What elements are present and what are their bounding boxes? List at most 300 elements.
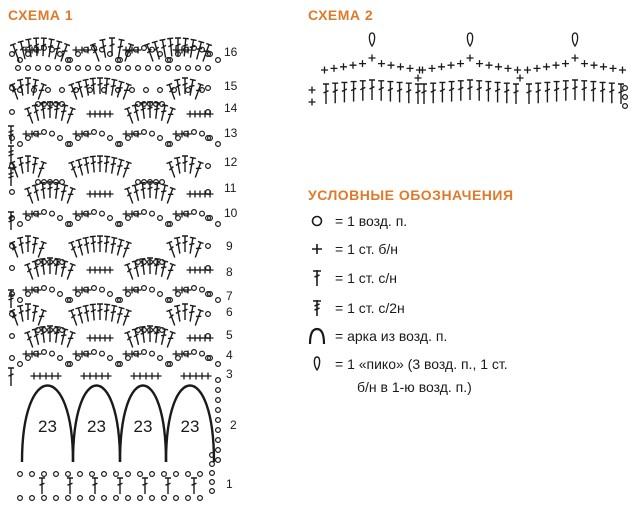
double-crochet-stitch <box>124 263 135 280</box>
double-crochet-stitch <box>25 236 31 252</box>
chain-stitch <box>162 472 167 477</box>
chain-stitch <box>126 496 131 501</box>
double-crochet-stitch <box>159 105 169 122</box>
chain-stitch <box>126 66 131 71</box>
chain-stitch <box>216 58 221 63</box>
chain-stitch <box>160 260 165 265</box>
double-crochet-stitch <box>67 478 73 494</box>
chain-stitch <box>46 88 51 93</box>
row-number-label: 4 <box>226 348 233 362</box>
double-crochet-stitch <box>90 156 97 172</box>
double-crochet-stitch <box>513 84 519 104</box>
chain-stitch <box>166 66 171 71</box>
chain-stitch <box>142 46 147 51</box>
chain-stitch <box>92 210 97 215</box>
single-crochet-stitch <box>107 267 114 274</box>
double-crochet-stitch <box>167 38 175 56</box>
double-crochet-stitch <box>182 236 188 252</box>
treble-crochet-stitch <box>8 290 14 308</box>
double-crochet-stitch <box>120 161 131 178</box>
chain-stitch <box>18 298 23 303</box>
double-crochet-stitch <box>369 80 375 100</box>
legend-text-treble-crochet: = 1 ст. с/2н <box>335 300 405 316</box>
chain-stitch <box>206 86 211 91</box>
single-crochet-stitch <box>476 60 483 67</box>
double-crochet-stitch <box>109 157 118 174</box>
chain-stitch <box>200 351 205 356</box>
chain-stitch <box>216 222 221 227</box>
single-crochet-stitch <box>37 373 44 380</box>
chain-stitch <box>100 351 105 356</box>
chain-stitch <box>138 496 143 501</box>
chain-stitch <box>192 210 197 215</box>
single-crochet-stitch <box>524 67 531 74</box>
chain-stitch <box>160 328 165 333</box>
double-crochet-stitch <box>68 309 79 326</box>
chain-stitch <box>216 438 221 443</box>
chain-stitch <box>210 480 215 485</box>
double-crochet-stitch <box>83 305 92 322</box>
single-crochet-stitch <box>123 287 130 294</box>
double-crochet-stitch <box>351 82 357 102</box>
chain-stitch <box>10 266 15 271</box>
single-crochet-stitch <box>331 65 338 72</box>
single-crochet-stitch <box>562 60 569 67</box>
chain-stitch <box>60 102 65 107</box>
double-crochet-stitch <box>25 78 31 94</box>
chain-stitch <box>36 102 41 107</box>
single-crochet-stitch <box>123 211 130 218</box>
double-crochet-stitch <box>153 183 161 200</box>
single-crochet-stitch <box>486 62 493 69</box>
chain-stitch <box>60 328 65 333</box>
chain-stitch <box>174 472 179 477</box>
double-crochet-stitch <box>64 263 75 280</box>
chain-stitch <box>174 496 179 501</box>
chain-stitch <box>138 472 143 477</box>
row-number-label: 2 <box>230 418 237 432</box>
treble-crochet-icon <box>305 297 329 319</box>
chain-stitch <box>66 66 71 71</box>
chain-stitch <box>58 292 63 297</box>
chain-stitch <box>76 66 81 71</box>
chain-stitch <box>66 496 71 501</box>
single-crochet-stitch <box>137 373 144 380</box>
chain-stitch <box>56 66 61 71</box>
chain-stitch <box>206 312 211 317</box>
single-crochet-stitch <box>457 60 464 67</box>
chain-stitch <box>126 472 131 477</box>
chain-stitch <box>50 131 55 136</box>
double-crochet-stitch <box>182 156 188 172</box>
chain-stitch <box>158 292 163 297</box>
chain-stitch <box>50 351 55 356</box>
chain-stitch <box>186 496 191 501</box>
single-crochet-stitch <box>93 373 100 380</box>
row-number-label: 5 <box>226 328 233 342</box>
legend-item-picot <box>305 353 508 375</box>
double-crochet-stitch <box>24 107 35 124</box>
single-crochet-plus-icon <box>305 238 329 260</box>
chain-stitch <box>58 52 63 57</box>
double-crochet-stitch <box>30 237 39 254</box>
single-crochet-stitch <box>572 55 579 62</box>
double-crochet-stitch <box>600 82 606 102</box>
chain-stitch <box>196 66 201 71</box>
double-crochet-stitch <box>30 305 39 322</box>
chain-stitch <box>206 244 211 249</box>
double-crochet-stitch <box>544 82 550 102</box>
double-crochet-stitch <box>64 187 75 204</box>
double-crochet-stitch <box>17 305 26 322</box>
double-crochet-stitch <box>92 478 98 494</box>
single-crochet-stitch <box>23 211 30 218</box>
chain-stitch <box>136 180 141 185</box>
chain-stitch <box>60 180 65 185</box>
chain-stitch <box>18 142 23 147</box>
single-crochet-stitch <box>49 373 56 380</box>
chain-stitch <box>42 130 47 135</box>
double-crochet-stitch <box>25 304 31 320</box>
double-crochet-stitch <box>526 84 532 104</box>
chain-stitch <box>130 88 135 93</box>
chain-stitch <box>10 190 15 195</box>
double-crochet-stitch <box>124 187 135 204</box>
double-crochet-stitch <box>24 187 35 204</box>
double-crochet-stitch <box>68 241 79 258</box>
double-crochet-stitch <box>90 304 97 320</box>
single-crochet-stitch <box>123 131 130 138</box>
scheme1-title: СХЕМА 1 <box>8 7 74 23</box>
double-crochet-stitch <box>76 159 86 176</box>
legend-text-picot-continuation: б/н в 1-ю возд. п.) <box>357 379 472 395</box>
double-crochet-stitch <box>609 83 615 103</box>
chain-stitch <box>160 180 165 185</box>
chain-stitch <box>136 102 141 107</box>
chain-stitch <box>78 472 83 477</box>
double-crochet-stitch <box>430 83 436 103</box>
chain-stitch <box>192 286 197 291</box>
single-crochet-stitch <box>495 63 502 70</box>
legend-text-single-crochet: = 1 ст. б/н <box>335 241 399 257</box>
double-crochet-stitch <box>581 81 587 101</box>
double-crochet-stitch <box>166 241 177 258</box>
double-crochet-stitch <box>397 82 403 102</box>
chain-stitch <box>210 471 215 476</box>
chain-stitch <box>136 328 141 333</box>
legend-text-chain: = 1 возд. п. <box>335 213 408 229</box>
chain-stitch <box>150 496 155 501</box>
chain-stitch <box>100 287 105 292</box>
single-crochet-stitch <box>23 287 30 294</box>
single-crochet-stitch <box>378 60 385 67</box>
chain-stitch <box>60 260 65 265</box>
double-crochet-stitch <box>124 107 135 124</box>
row-number-label: 15 <box>224 79 238 93</box>
chain-stitch <box>210 462 215 467</box>
double-crochet-icon <box>305 267 329 289</box>
treble-crochet-stitch <box>8 212 14 230</box>
double-crochet-stitch <box>504 83 510 103</box>
single-crochet-stitch <box>23 351 30 358</box>
row-number-label: 12 <box>224 155 238 169</box>
double-crochet-stitch <box>10 44 22 63</box>
legend-item-arch <box>305 325 447 347</box>
chain-stitch <box>186 472 191 477</box>
single-crochet-stitch <box>131 373 138 380</box>
chain-stitch <box>160 102 165 107</box>
single-crochet-stitch <box>407 65 414 72</box>
chain-stitch <box>30 496 35 501</box>
double-crochet-stitch <box>194 41 204 60</box>
legend-item-single-crochet <box>305 238 398 260</box>
chain-stitch <box>10 356 15 361</box>
legend-text-picot: = 1 «пико» (3 возд. п., 1 ст. <box>335 356 508 372</box>
double-crochet-stitch <box>458 81 464 101</box>
picot-icon <box>305 353 329 375</box>
double-crochet-stitch <box>76 81 86 98</box>
double-crochet-stitch <box>495 82 501 102</box>
chain-stitch <box>88 88 93 93</box>
chain-stitch <box>206 66 211 71</box>
row-number-label: 7 <box>226 289 233 303</box>
single-crochet-stitch <box>23 131 30 138</box>
chain-stitch <box>16 66 21 71</box>
chain-stitch <box>36 328 41 333</box>
chain-stitch <box>90 472 95 477</box>
double-crochet-stitch <box>572 80 578 100</box>
chain-stitch <box>50 211 55 216</box>
double-crochet-stitch <box>165 478 171 494</box>
single-crochet-stitch <box>73 131 80 138</box>
arch-count-label: 23 <box>133 417 153 436</box>
double-crochet-stitch <box>187 157 196 174</box>
treble-crochet-stitch <box>8 146 14 164</box>
double-crochet-stitch <box>25 156 31 172</box>
scheme2-title: СХЕМА 2 <box>308 7 374 23</box>
treble-crochet-stitch <box>8 168 14 186</box>
double-crochet-stitch <box>83 237 92 254</box>
double-crochet-stitch <box>360 81 366 101</box>
double-crochet-stitch <box>187 237 196 254</box>
chain-stitch <box>176 66 181 71</box>
chain-stitch <box>108 136 113 141</box>
chain-stitch <box>158 88 163 93</box>
double-crochet-stitch <box>109 237 118 254</box>
double-crochet-stitch <box>39 183 47 200</box>
double-crochet-stitch <box>32 105 42 122</box>
chain-stitch <box>216 398 221 403</box>
double-crochet-stitch <box>142 478 148 494</box>
single-crochet-stitch <box>187 373 194 380</box>
single-crochet-stitch <box>438 63 445 70</box>
chain-stitch <box>150 131 155 136</box>
chain-stitch <box>114 472 119 477</box>
chain-stitch <box>142 130 147 135</box>
double-crochet-stitch <box>332 83 338 103</box>
single-crochet-stitch <box>388 62 395 69</box>
chain-stitch <box>30 472 35 477</box>
chain-stitch <box>10 110 15 115</box>
chain-stitch <box>156 66 161 71</box>
chain-stitch <box>36 180 41 185</box>
legend-item-double-crochet <box>305 267 397 289</box>
single-crochet-stitch <box>205 373 212 380</box>
double-crochet-stitch <box>415 84 421 104</box>
row-number-label: 8 <box>226 265 233 279</box>
single-crochet-stitch <box>309 87 316 94</box>
double-crochet-stitch <box>120 241 131 258</box>
double-crochet-stitch <box>476 81 482 101</box>
single-crochet-stitch <box>600 63 607 70</box>
chain-stitch <box>42 496 47 501</box>
double-crochet-stitch <box>439 82 445 102</box>
double-crochet-stitch <box>103 156 110 172</box>
double-crochet-stitch <box>124 331 135 348</box>
chain-stitch <box>210 489 215 494</box>
double-crochet-stitch <box>132 185 142 202</box>
single-crochet-stitch <box>105 373 112 380</box>
double-crochet-stitch <box>166 161 177 178</box>
chain-stitch <box>36 260 41 265</box>
arch-count-label: 23 <box>87 417 106 436</box>
chain-stitch <box>54 472 59 477</box>
single-crochet-stitch <box>73 47 80 54</box>
picot-stitch <box>369 33 374 46</box>
double-crochet-stitch <box>164 331 175 348</box>
double-crochet-stitch <box>132 105 142 122</box>
double-crochet-stitch <box>8 368 14 386</box>
chain-stitch <box>18 496 23 501</box>
single-crochet-stitch <box>107 335 114 342</box>
chain-stitch <box>26 66 31 71</box>
single-crochet-stitch <box>359 60 366 67</box>
chain-stitch <box>200 287 205 292</box>
single-crochet-stitch <box>193 373 200 380</box>
single-crochet-stitch <box>340 63 347 70</box>
chain-stitch <box>106 66 111 71</box>
double-crochet-stitch <box>115 307 125 324</box>
double-crochet-stitch <box>64 107 75 124</box>
double-crochet-stitch <box>406 83 412 103</box>
double-crochet-stitch <box>109 305 118 322</box>
double-crochet-stitch <box>421 84 427 104</box>
arch-count-label: 23 <box>180 417 200 436</box>
chain-stitch <box>78 496 83 501</box>
double-crochet-stitch <box>191 478 197 494</box>
legend-text-double-crochet: = 1 ст. с/н <box>335 270 398 286</box>
single-crochet-stitch <box>173 287 180 294</box>
chain-stitch <box>42 286 47 291</box>
chain-stitch <box>162 496 167 501</box>
chain-stitch <box>58 356 63 361</box>
picot-stitch <box>572 33 577 46</box>
double-crochet-stitch <box>164 107 175 124</box>
chain-stitch <box>90 496 95 501</box>
legend-title: УСЛОВНЫЕ ОБОЗНАЧЕНИЯ <box>308 187 514 203</box>
row-number-label: 11 <box>224 181 237 195</box>
chain-stitch <box>216 458 221 463</box>
chain-stitch <box>102 472 107 477</box>
double-crochet-stitch <box>68 161 79 178</box>
row-number-label: 3 <box>226 367 233 381</box>
double-crochet-stitch <box>187 305 196 322</box>
chain-stitch <box>200 131 205 136</box>
double-crochet-stitch <box>59 105 69 122</box>
row-number-label: 16 <box>224 45 238 59</box>
double-crochet-stitch <box>554 82 560 102</box>
double-crochet-stitch <box>53 183 61 200</box>
double-crochet-stitch <box>76 307 86 324</box>
chain-stitch <box>42 472 47 477</box>
double-crochet-stitch <box>99 39 108 58</box>
single-crochet-stitch <box>321 67 328 74</box>
double-crochet-stitch <box>323 84 329 104</box>
chain-stitch <box>66 472 71 477</box>
single-crochet-stitch <box>397 63 404 70</box>
chain-stitch <box>192 130 197 135</box>
single-crochet-stitch <box>73 211 80 218</box>
chain-stitch <box>36 66 41 71</box>
chain-stitch <box>18 362 23 367</box>
chain-stitch <box>623 95 628 100</box>
chain-arch-icon <box>305 325 329 347</box>
chain-stitch <box>92 286 97 291</box>
chain-stitch <box>623 86 628 91</box>
chain-stitch <box>144 88 149 93</box>
chain-stitch <box>86 66 91 71</box>
chain-stitch <box>216 378 221 383</box>
chain-stitch <box>216 418 221 423</box>
single-crochet-stitch <box>350 62 357 69</box>
chain-stitch <box>136 66 141 71</box>
single-crochet-stitch <box>173 211 180 218</box>
chain-stitch <box>46 66 51 71</box>
chain-stitch <box>54 496 59 501</box>
chain-stitch <box>142 350 147 355</box>
double-crochet-stitch <box>103 236 110 252</box>
double-crochet-stitch <box>24 331 35 348</box>
double-crochet-stitch <box>341 82 347 102</box>
chain-stitch <box>158 216 163 221</box>
single-crochet-stitch <box>43 373 50 380</box>
row-number-label: 6 <box>226 305 233 319</box>
double-crochet-stitch <box>166 309 177 326</box>
double-crochet-stitch <box>378 81 384 101</box>
single-crochet-stitch <box>369 55 376 62</box>
single-crochet-stitch <box>73 287 80 294</box>
double-crochet-stitch <box>24 263 35 280</box>
single-crochet-stitch <box>415 75 422 82</box>
double-crochet-stitch <box>152 41 162 60</box>
chain-stitch <box>114 496 119 501</box>
chain-stitch <box>216 298 221 303</box>
single-crochet-stitch <box>591 62 598 69</box>
single-crochet-stitch <box>99 373 106 380</box>
single-crochet-stitch <box>31 373 38 380</box>
double-crochet-stitch <box>139 183 147 200</box>
chain-stitch <box>102 496 107 501</box>
double-crochet-stitch <box>115 39 124 58</box>
chain-stitch <box>108 216 113 221</box>
chain-stitch <box>18 222 23 227</box>
single-crochet-stitch <box>81 373 88 380</box>
legend-item-treble-crochet <box>305 297 405 319</box>
double-crochet-stitch <box>174 305 183 322</box>
double-crochet-stitch <box>485 82 491 102</box>
single-crochet-stitch <box>149 373 156 380</box>
chain-circle-icon <box>305 210 329 232</box>
